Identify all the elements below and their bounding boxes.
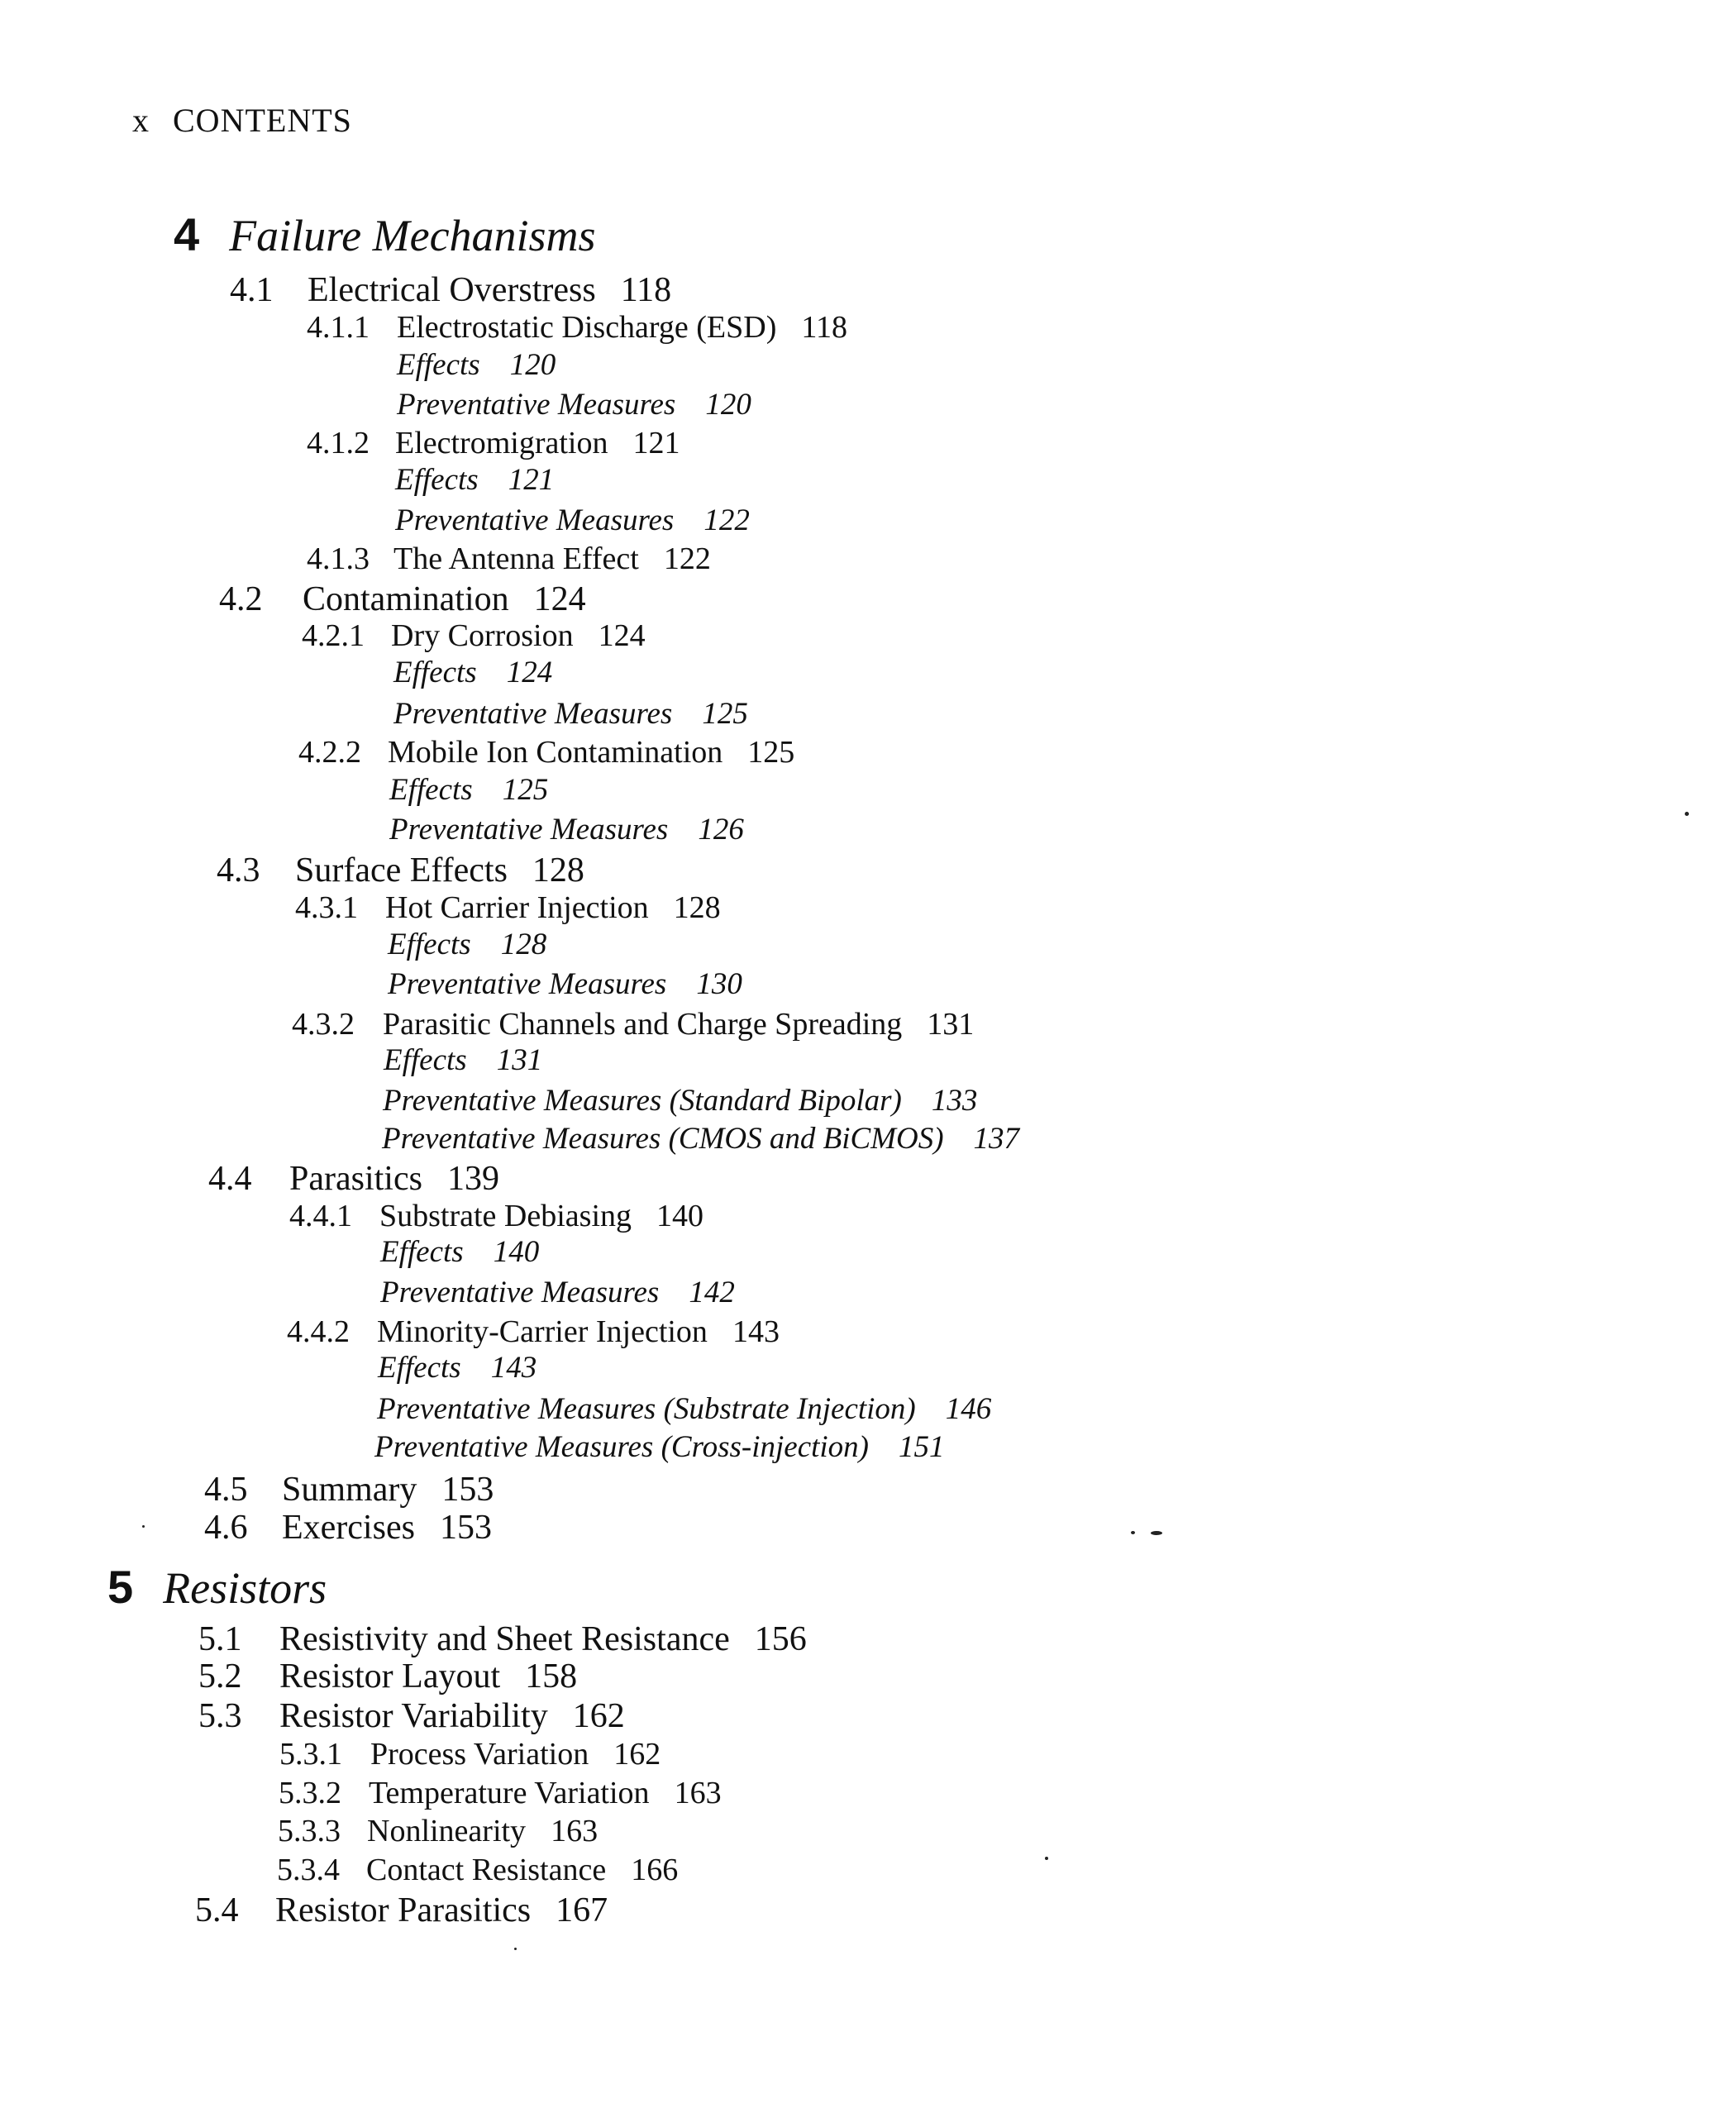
- toc-entry: [298, 737, 794, 768]
- page-ref: 153: [441, 1471, 494, 1509]
- section-number: 4.4.1: [289, 1199, 352, 1233]
- section-number: 4.1.3: [307, 541, 370, 576]
- page-ref: 124: [506, 656, 553, 689]
- section-title: Minority-Carrier Injection: [377, 1314, 708, 1349]
- topic-title: Effects: [389, 773, 473, 807]
- page-ref: 124: [598, 618, 646, 653]
- page-ref: 167: [556, 1891, 608, 1929]
- scan-speck: [142, 1525, 145, 1528]
- page-ref: 130: [696, 967, 742, 1001]
- section-number: 4.5: [204, 1471, 248, 1509]
- topic-title: Preventative Measures: [395, 503, 675, 537]
- page-ref: 137: [973, 1122, 1020, 1156]
- topic-title: Effects: [384, 1043, 467, 1077]
- chapter-number: 5: [107, 1561, 134, 1613]
- page-ref: 125: [702, 697, 748, 731]
- section-title: Hot Carrier Injection: [385, 890, 649, 925]
- toc-topic: [382, 1123, 1019, 1154]
- toc-entry: [287, 1316, 780, 1347]
- section-title: Summary: [282, 1471, 417, 1509]
- toc-topic: [384, 1045, 542, 1075]
- topic-title: Preventative Measures (Substrate Injection): [377, 1392, 916, 1426]
- section-number: 5.3.3: [278, 1814, 341, 1848]
- section-number: 5.1: [198, 1620, 242, 1658]
- page-ref: 118: [620, 271, 672, 309]
- toc-topic: [383, 1085, 977, 1116]
- section-title: Electrostatic Discharge (ESD): [397, 310, 777, 345]
- page-ref: 163: [551, 1814, 599, 1848]
- page-ref: 143: [732, 1314, 780, 1349]
- toc-entry: [292, 1009, 974, 1040]
- section-title: Substrate Debiasing: [379, 1199, 632, 1233]
- section-number: 4.2.2: [298, 735, 361, 770]
- toc-topic: [397, 350, 556, 380]
- toc-topic: [395, 505, 750, 536]
- section-number: 4.1.2: [307, 426, 370, 460]
- page-ref: 131: [496, 1043, 543, 1077]
- page-ref: 122: [663, 541, 711, 576]
- scan-speck: [1131, 1531, 1135, 1534]
- page-ref: 121: [632, 426, 680, 460]
- section-number: 4.3: [217, 851, 260, 889]
- topic-title: Preventative Measures: [397, 388, 676, 422]
- toc-entry: [289, 1200, 703, 1232]
- section-number: 4.2: [219, 580, 263, 618]
- toc-entry: [219, 582, 586, 617]
- running-header: [132, 101, 352, 140]
- page-ref: 121: [508, 463, 555, 497]
- section-title: Resistor Variability: [279, 1697, 548, 1735]
- toc-topic: [388, 969, 742, 999]
- page-ref: 126: [698, 813, 744, 847]
- section-number: 5.3: [198, 1697, 242, 1735]
- page-ref: 124: [533, 580, 586, 618]
- page-ref: 120: [509, 348, 556, 382]
- page-ref: 128: [500, 928, 547, 961]
- toc-entry: [307, 427, 680, 459]
- topic-title: Effects: [380, 1235, 464, 1269]
- toc-entry: [204, 1510, 492, 1545]
- chapter-title: Resistors: [163, 1563, 327, 1613]
- section-title: Temperature Variation: [369, 1776, 650, 1810]
- page-ref: 125: [502, 773, 549, 807]
- page-ref: 120: [705, 388, 751, 422]
- toc-entry: [198, 1699, 625, 1734]
- section-number: 4.1.1: [307, 310, 370, 345]
- page-ref: 163: [674, 1776, 722, 1810]
- page-ref: 162: [613, 1737, 661, 1772]
- toc-entry: [295, 892, 721, 923]
- toc-topic: [389, 814, 744, 845]
- page-ref: 153: [439, 1509, 492, 1547]
- page-ref: 146: [945, 1392, 992, 1426]
- page-ref: 166: [631, 1853, 679, 1887]
- page-ref: 140: [493, 1235, 540, 1269]
- section-number: 5.3.1: [279, 1737, 342, 1772]
- topic-title: Preventative Measures (CMOS and BiCMOS): [382, 1122, 944, 1156]
- page-ref: 140: [656, 1199, 704, 1233]
- section-title: Electromigration: [395, 426, 608, 460]
- page-ref: 128: [532, 851, 584, 889]
- section-title: Dry Corrosion: [391, 618, 574, 653]
- section-title: Resistor Layout: [279, 1657, 501, 1695]
- section-title: Process Variation: [370, 1737, 589, 1772]
- section-number: 4.3.1: [295, 890, 358, 925]
- toc-entry: [230, 273, 671, 308]
- section-number: 4.4: [208, 1160, 252, 1198]
- toc-topic: [397, 389, 751, 420]
- page-ref: 156: [754, 1620, 807, 1658]
- topic-title: Preventative Measures (Cross-injection): [374, 1430, 869, 1464]
- toc-topic: [389, 775, 548, 805]
- toc-topic: [380, 1237, 539, 1267]
- section-title: Electrical Overstress: [308, 271, 596, 309]
- section-number: 4.2.1: [302, 618, 365, 653]
- section-number: 5.4: [195, 1891, 239, 1929]
- section-title: Nonlinearity: [367, 1814, 527, 1848]
- page-ref: 143: [490, 1351, 537, 1385]
- toc-entry: [279, 1777, 722, 1809]
- topic-title: Effects: [378, 1351, 461, 1385]
- toc-topic: [374, 1432, 945, 1462]
- section-title: Mobile Ion Contamination: [388, 735, 723, 770]
- page-ref: 128: [673, 890, 721, 925]
- toc-entry: [277, 1854, 678, 1886]
- toc-entry: [307, 543, 711, 575]
- page-ref: 122: [703, 503, 750, 537]
- toc-entry: [302, 620, 646, 651]
- scan-speck: [514, 1948, 517, 1950]
- toc-entry: [195, 1893, 608, 1928]
- toc-topic: [393, 657, 552, 688]
- page-ref: 133: [931, 1084, 978, 1118]
- section-number: 4.4.2: [287, 1314, 350, 1349]
- toc-topic: [393, 699, 748, 729]
- section-title: Exercises: [282, 1509, 415, 1547]
- header-title: CONTENTS: [173, 102, 352, 139]
- toc-topic: [395, 465, 554, 495]
- chapter-number: 4: [174, 208, 200, 260]
- page-ref: 125: [747, 735, 795, 770]
- topic-title: Preventative Measures (Standard Bipolar): [383, 1084, 902, 1118]
- section-title: Resistivity and Sheet Resistance: [279, 1620, 730, 1658]
- topic-title: Preventative Measures: [393, 697, 673, 731]
- toc-topic: [388, 929, 546, 960]
- toc-entry: [279, 1738, 661, 1770]
- toc-topic: [377, 1394, 991, 1424]
- topic-title: Preventative Measures: [380, 1276, 660, 1309]
- page-ref: 158: [525, 1657, 578, 1695]
- scan-speck: [1151, 1531, 1162, 1535]
- toc-entry: [198, 1622, 807, 1657]
- topic-title: Effects: [393, 656, 477, 689]
- section-number: 4.3.2: [292, 1007, 355, 1042]
- section-number: 5.2: [198, 1657, 242, 1695]
- page-ref: 142: [689, 1276, 735, 1309]
- page-ref: 151: [899, 1430, 945, 1464]
- page-number: x: [132, 102, 150, 139]
- toc-topic: [378, 1352, 537, 1383]
- section-title: Contamination: [303, 580, 509, 618]
- topic-title: Effects: [395, 463, 479, 497]
- toc-entry: [278, 1815, 598, 1847]
- toc-entry: [204, 1472, 494, 1507]
- section-title: Contact Resistance: [366, 1853, 607, 1887]
- section-title: The Antenna Effect: [393, 541, 639, 576]
- section-title: Parasitics: [289, 1160, 422, 1198]
- section-number: 5.3.2: [279, 1776, 341, 1810]
- chapter-title: Failure Mechanisms: [229, 211, 596, 260]
- topic-title: Preventative Measures: [389, 813, 669, 847]
- section-number: 5.3.4: [277, 1853, 340, 1887]
- toc-entry: [208, 1161, 499, 1196]
- page-ref: 131: [927, 1007, 975, 1042]
- chapter-heading: [174, 208, 596, 260]
- topic-title: Preventative Measures: [388, 967, 667, 1001]
- page-ref: 118: [801, 310, 847, 345]
- page-ref: 162: [572, 1697, 625, 1735]
- toc-entry: [198, 1659, 577, 1694]
- toc-entry: [307, 312, 847, 343]
- section-number: 4.6: [204, 1509, 248, 1547]
- page-ref: 139: [446, 1160, 499, 1198]
- scan-speck: [1045, 1857, 1048, 1860]
- toc-entry: [217, 853, 584, 888]
- topic-title: Effects: [388, 928, 471, 961]
- scan-speck: [1685, 812, 1689, 816]
- section-title: Resistor Parasitics: [275, 1891, 532, 1929]
- section-title: Surface Effects: [295, 851, 508, 889]
- chapter-heading: [107, 1561, 327, 1613]
- toc-topic: [380, 1277, 735, 1308]
- topic-title: Effects: [397, 348, 480, 382]
- section-title: Parasitic Channels and Charge Spreading: [383, 1007, 903, 1042]
- section-number: 4.1: [230, 271, 274, 309]
